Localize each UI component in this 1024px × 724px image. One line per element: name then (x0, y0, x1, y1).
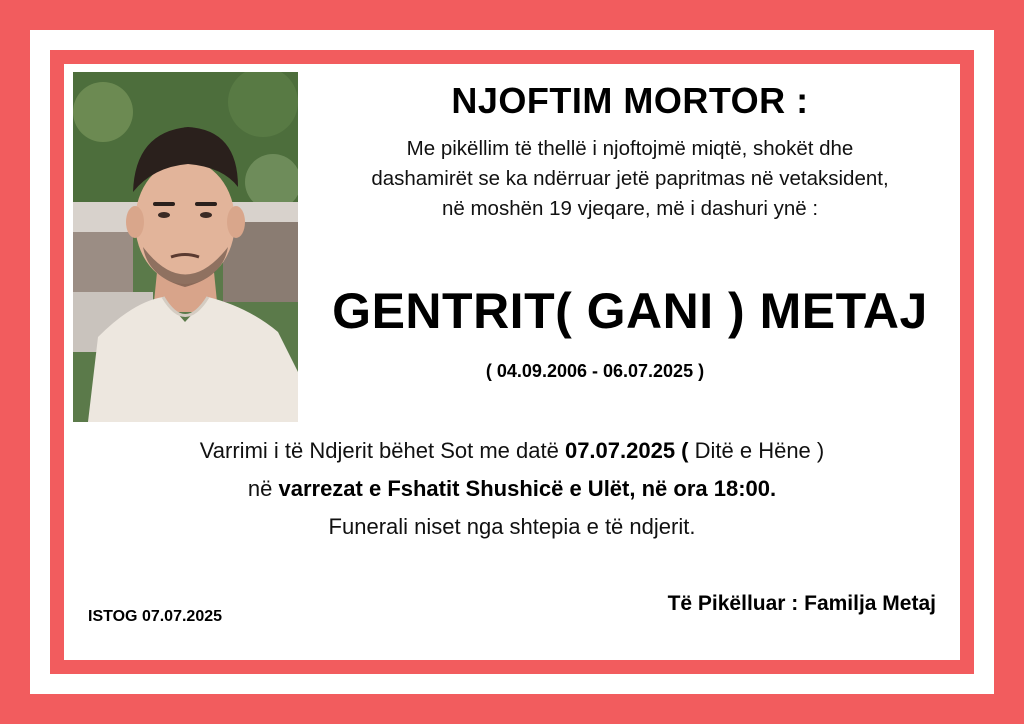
funeral-place: varrezat e Fshatit Shushicë e Ulët, në ora 18:00. (278, 476, 777, 501)
funeral-place-prefix: në (247, 476, 279, 501)
funeral-line-prefix: Varrimi i të Ndjerit bëhet Sot me datë (199, 438, 565, 463)
mourners-signature: Të Pikëlluar : Familja Metaj (667, 592, 936, 615)
funeral-line-departure: Funerali niset nga shtepia e të ndjerit. (328, 514, 696, 539)
funeral-date: 07.07.2025 ( (564, 438, 689, 463)
intro-text (300, 134, 960, 224)
notice-title: NJOFTIM MORTOR : (451, 80, 809, 121)
funeral-line-date (64, 432, 960, 470)
place-and-date: ISTOG 07.07.2025 (88, 608, 223, 625)
funeral-day: Ditë e Hëne ) (688, 438, 825, 463)
funeral-line-place (64, 470, 960, 508)
funeral-details (64, 432, 960, 546)
intro-line: Me pikëllim të thellë i njoftojmë miqtë, shokët dhe (406, 137, 854, 160)
intro-line: dashamirët se ka ndërruar jetë papritmas në vetaksident, (371, 167, 889, 190)
deceased-name: GENTRIT( GANI ) METAJ (332, 283, 928, 339)
intro-line: në moshën 19 vjeqare, më i dashuri ynë : (441, 197, 819, 220)
portrait-photo-icon (73, 72, 298, 422)
portrait-photo (73, 72, 298, 422)
life-dates: ( 04.09.2006 - 06.07.2025 ) (485, 361, 705, 381)
